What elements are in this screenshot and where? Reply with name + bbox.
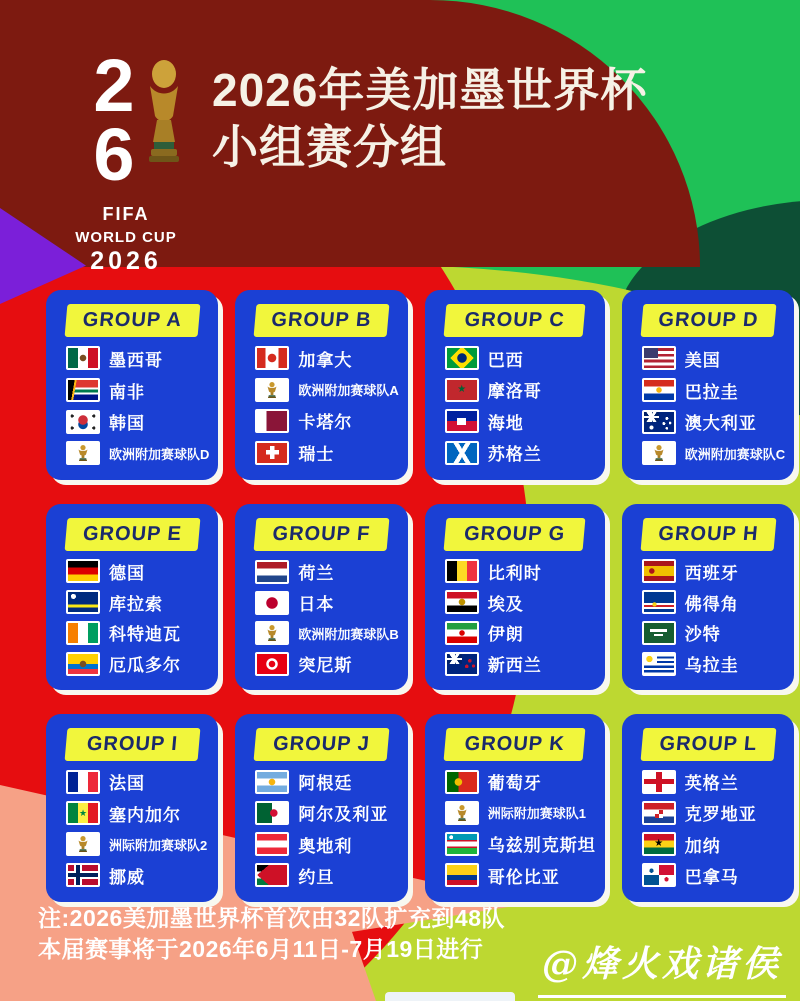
ci-flag-icon [66,621,100,645]
group-header: GROUP F [254,518,390,551]
group-header: GROUP K [444,728,586,761]
team-row [445,440,596,465]
team-name: 洲际附加赛球队2 [109,837,208,853]
be-flag-icon [445,559,479,583]
group-card-e [46,504,218,690]
playoff-trophy-badge-icon [642,441,676,465]
es-flag-icon [642,559,676,583]
team-name: 美国 [684,350,721,370]
team-list [55,553,209,682]
team-name: 欧洲附加赛球队C [684,446,786,462]
team-name: 澳大利亚 [684,414,757,434]
group-card-h [622,504,794,690]
team-name: 洲际附加赛球队1 [487,806,587,822]
logo-digit-6: 6 [93,112,133,196]
fr-flag-icon [66,770,100,794]
team-name: 巴拿马 [684,867,739,887]
group-card-g [425,504,605,690]
team-list [244,339,398,472]
team-row [66,441,209,465]
team-name: 乌拉圭 [684,656,739,676]
team-row [66,346,209,371]
bg-white-bar [385,992,515,1001]
group-card-i [46,714,218,902]
team-list [631,553,785,682]
hr-flag-icon [642,801,676,825]
co-flag-icon [445,863,479,887]
group-card-k [425,714,605,902]
playoff-trophy-badge-icon [445,801,479,825]
team-name: 瑞士 [298,445,335,465]
team-name: 日本 [298,595,335,614]
ir-flag-icon [445,621,479,645]
eg-flag-icon [445,590,479,614]
team-name: 加拿大 [298,350,353,370]
team-row [255,590,398,615]
team-name: 厄瓜多尔 [109,656,181,676]
world-cup-trophy-icon [146,58,182,167]
group-header: GROUP D [640,304,776,337]
team-name: 葡萄牙 [487,774,542,794]
group-header: GROUP E [64,518,200,551]
logo-fifa-text: FIFA [102,204,150,224]
team-name: 奥地利 [298,836,353,856]
br-flag-icon [445,346,479,370]
team-name: 挪威 [109,867,145,887]
team-row [642,800,785,825]
group-header: GROUP G [444,518,586,551]
ht-flag-icon [445,409,479,433]
team-name: 伊朗 [487,625,524,645]
team-row [642,346,785,371]
team-row [255,863,398,888]
team-name: 加纳 [684,836,721,856]
ch-flag-icon [255,441,289,465]
team-name: 德国 [109,563,145,583]
playoff-trophy-badge-icon [255,378,289,402]
team-name: 比利时 [487,563,542,583]
group-header: GROUP A [64,304,200,337]
cv-flag-icon [642,590,676,614]
team-name: 库拉索 [109,594,163,614]
us-flag-icon [642,346,676,370]
team-name: 哥伦比亚 [487,867,560,887]
team-row [642,620,785,645]
group-card-c [425,290,605,480]
team-name: 沙特 [684,625,721,645]
team-name: 法国 [109,774,145,794]
team-name: 欧洲附加赛球队A [298,383,399,399]
team-row [642,651,785,676]
group-card-l [622,714,794,902]
team-name: 摩洛哥 [487,382,542,402]
za-flag-icon [66,378,100,402]
team-row [642,378,785,403]
note-line-1: 注:2026美加墨世界杯首次由32队扩充到48队 [38,905,505,931]
watermark: @烽火戏诸侯 [538,936,786,998]
team-list [434,763,596,894]
py-flag-icon [642,378,676,402]
team-name: 韩国 [109,414,145,434]
team-list [244,763,398,894]
nl-flag-icon [255,560,289,584]
team-row [445,863,596,888]
group-header: GROUP L [640,728,776,761]
playoff-trophy-badge-icon [66,441,100,465]
team-row [255,408,398,433]
team-name: 阿根廷 [298,774,353,794]
team-row [445,409,596,434]
footer-note [38,903,505,965]
qa-flag-icon [255,409,289,433]
sct-flag-icon [445,441,479,465]
team-name: 乌兹别克斯坦 [487,836,596,856]
team-list [631,339,785,472]
team-row [255,832,398,857]
team-row [445,590,596,615]
team-row [642,832,785,857]
team-name: 苏格兰 [487,445,542,465]
team-name: 阿尔及利亚 [298,805,389,825]
jo-flag-icon [255,863,289,887]
team-row [255,378,398,402]
team-name: 佛得角 [684,594,739,614]
kr-flag-icon [66,410,100,434]
ca-flag-icon [255,346,289,370]
team-list [434,339,596,472]
team-row [445,801,596,825]
team-row [642,559,785,584]
sn-flag-icon: ★ [66,801,100,825]
title-line-1: 2026年美加墨世界杯 [212,64,648,116]
group-card-f [235,504,407,690]
de-flag-icon [66,559,100,583]
sa-flag-icon [642,621,676,645]
team-name: 巴西 [487,350,524,370]
uz-flag-icon [445,832,479,856]
ar-flag-icon [255,770,289,794]
team-row [642,441,785,465]
team-row [642,769,785,794]
team-row [445,831,596,856]
group-header: GROUP J [254,728,390,761]
team-row [642,590,785,615]
gh-flag-icon: ★ [642,832,676,856]
team-row [66,590,209,615]
group-header: GROUP I [64,728,200,761]
groups-grid [46,290,786,902]
team-name: 海地 [487,413,524,433]
team-row [642,863,785,888]
team-row [66,559,209,584]
team-row [445,620,596,645]
pa-flag-icon [642,863,676,887]
team-list [55,763,209,894]
title-line-2: 小组赛分组 [212,121,447,173]
nz-flag-icon [445,652,479,676]
team-row [445,559,596,584]
group-header: GROUP C [444,304,586,337]
team-row [255,651,398,676]
logo-digits [40,44,212,202]
team-row [255,621,398,645]
group-header: GROUP H [640,518,776,551]
team-row [66,832,209,856]
logo-world-cup-text: WORLD CUP [75,229,177,246]
team-row [255,800,398,825]
team-list [55,339,209,472]
team-row [66,620,209,645]
group-header: GROUP B [254,304,390,337]
team-name: 墨西哥 [109,350,163,370]
team-row [255,440,398,465]
no-flag-icon [66,863,100,887]
team-name: 突尼斯 [298,656,353,675]
group-card-j [235,714,407,902]
team-row [255,559,398,584]
team-row [255,346,398,371]
fifa-world-cup-logo [40,44,212,276]
logo-digit-2: 2 [93,44,133,127]
dz-flag-icon [255,801,289,825]
at-flag-icon [255,832,289,856]
au-flag-icon [642,410,676,434]
team-name: 西班牙 [684,563,739,583]
cw-flag-icon [66,590,100,614]
ma-flag-icon: ★ [445,378,479,402]
team-name: 南非 [109,382,145,402]
team-row [642,409,785,434]
team-name: 巴拉圭 [684,382,739,402]
playoff-trophy-badge-icon [66,832,100,856]
team-row [445,377,596,402]
team-name: 塞内加尔 [109,805,181,825]
group-card-a [46,290,218,480]
team-row [66,769,209,794]
eng-flag-icon [642,770,676,794]
note-line-2: 本届赛事将于2026年6月11日-7月19日进行 [38,936,484,962]
group-card-d [622,290,794,480]
pt-flag-icon [445,770,479,794]
team-row [255,769,398,794]
team-name: 欧洲附加赛球队D [109,446,210,462]
team-name: 英格兰 [684,774,739,794]
group-card-b [235,290,407,480]
playoff-trophy-badge-icon [255,621,289,645]
team-row [445,769,596,794]
team-name: 约旦 [298,867,335,887]
poster-title [212,62,647,176]
jp-flag-icon [255,591,289,615]
team-row [66,863,209,888]
team-list [244,553,398,682]
team-row [66,409,209,434]
team-name: 卡塔尔 [298,413,353,433]
team-name: 科特迪瓦 [109,625,181,645]
team-list [631,763,785,894]
team-name: 欧洲附加赛球队B [298,626,399,642]
team-row [66,378,209,403]
tn-flag-icon [255,652,289,676]
team-name: 克罗地亚 [684,805,757,825]
logo-year-text: 2026 [90,247,162,275]
team-name: 埃及 [487,594,524,614]
team-row [66,651,209,676]
ec-flag-icon [66,652,100,676]
team-row [445,346,596,371]
mx-flag-icon [66,346,100,370]
team-row [66,801,209,826]
team-name: 荷兰 [298,564,335,583]
team-row [445,651,596,676]
team-name: 新西兰 [487,656,542,676]
team-list [434,553,596,682]
uy-flag-icon [642,652,676,676]
